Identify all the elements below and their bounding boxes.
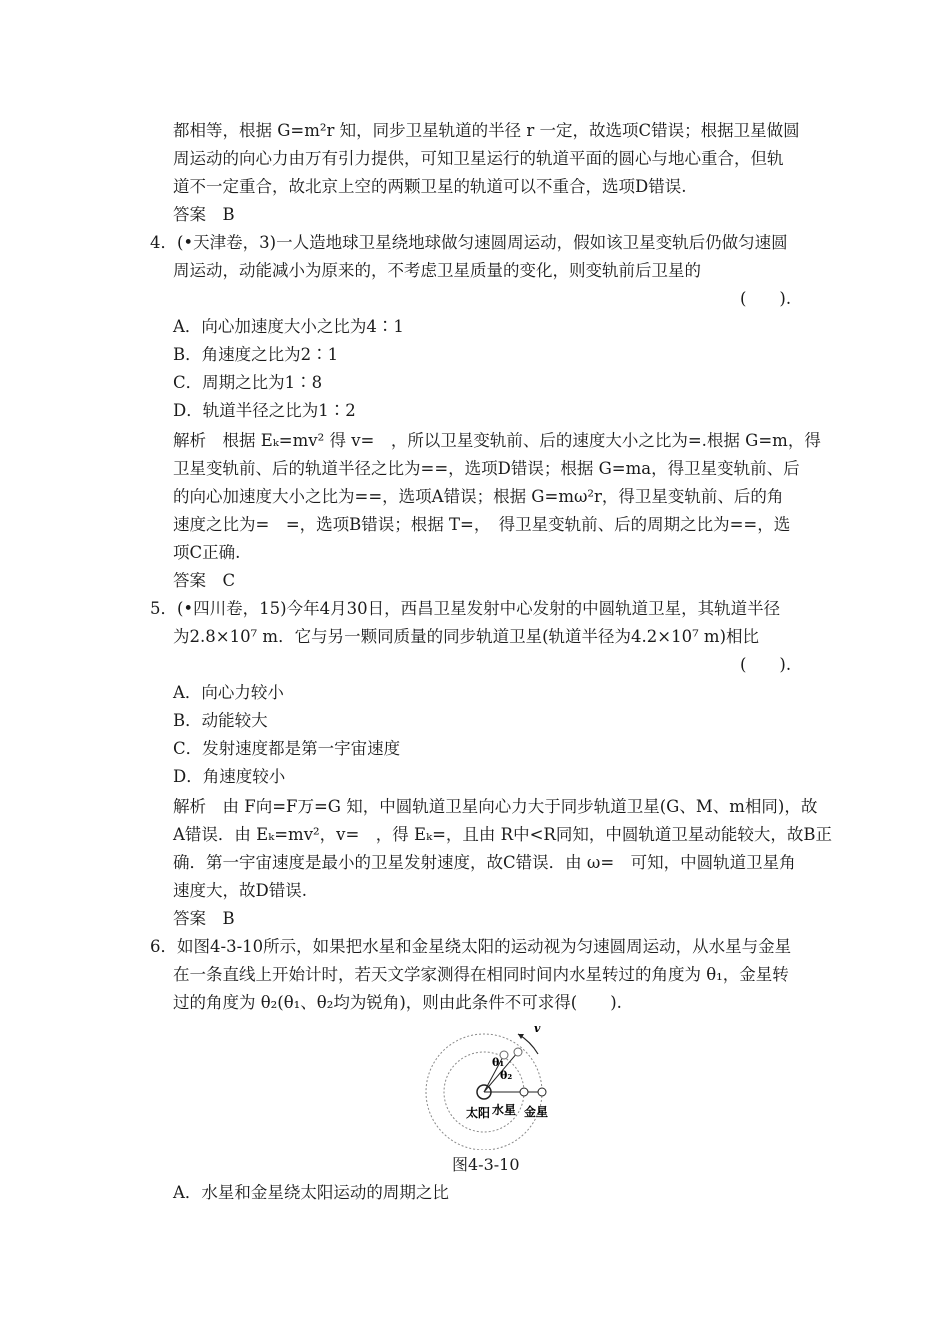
option-c: C．周期之比为1∶8 xyxy=(173,373,323,392)
text-line: 在一条直线上开始计时，若天文学家测得在相同时间内水星转过的角度为 θ₁，金星转 xyxy=(173,965,789,984)
option-b: B．动能较大 xyxy=(173,711,268,730)
option-a: A．向心力较小 xyxy=(173,683,284,702)
venus-label: 金星 xyxy=(524,1105,549,1119)
option-a: A．水星和金星绕太阳运动的周期之比 xyxy=(173,1183,449,1202)
orbit-figure xyxy=(420,1010,560,1150)
mercury-label: 水星 xyxy=(492,1103,517,1117)
theta1-label: θ₁ xyxy=(492,1056,505,1069)
answer-line: 答案 C xyxy=(173,571,236,590)
answer-blank: ( ). xyxy=(740,655,792,674)
answer-line: 答案 B xyxy=(173,909,235,928)
velocity-label: v xyxy=(534,1022,541,1035)
sun-label: 太阳 xyxy=(466,1106,491,1120)
option-b: B．角速度之比为2∶1 xyxy=(173,345,339,364)
option-a: A．向心加速度大小之比为4∶1 xyxy=(173,317,404,336)
text-line: 项C正确. xyxy=(173,543,241,562)
theta2-label: θ₂ xyxy=(500,1069,513,1082)
text-line: 确．第一宇宙速度是最小的卫星发射速度，故C错误．由 ω= 可知，中圆轨道卫星角 xyxy=(173,853,796,872)
option-d: D．角速度较小 xyxy=(173,767,286,786)
text-line: A错误．由 Eₖ=mv²，v= ，得 Eₖ=，且由 R中<R同知，中圆轨道卫星动能较大，故B正 xyxy=(173,825,832,844)
text-line: 速度大，故D错误. xyxy=(173,881,307,900)
question-6: 6．如图4-3-10所示，如果把水星和金星绕太阳的运动视为匀速圆周运动，从水星与金星 xyxy=(150,937,792,956)
analysis-line: 解析 由 F向=F万=G 知，中圆轨道卫星向心力大于同步轨道卫星(G、M、m相同)，故 xyxy=(173,797,818,816)
option-d: D．轨道半径之比为1∶2 xyxy=(173,401,356,420)
venus-moved-icon xyxy=(514,1048,522,1056)
text-line: 为2.8×10⁷ m．它与另一颗同质量的同步轨道卫星(轨道半径为4.2×10⁷ m)相比 xyxy=(173,627,760,646)
text-line: 道不一定重合，故北京上空的两颗卫星的轨道可以不重合，选项D错误. xyxy=(173,177,687,196)
option-c: C．发射速度都是第一宇宙速度 xyxy=(173,739,401,758)
text-line: 周运动，动能减小为原来的，不考虑卫星质量的变化，则变轨前后卫星的 xyxy=(173,261,701,280)
text-line: 速度之比为= =，选项B错误；根据 T=， 得卫星变轨前、后的周期之比为==，选 xyxy=(173,515,791,534)
text-line: 周运动的向心力由万有引力提供，可知卫星运行的轨道平面的圆心与地心重合，但轨 xyxy=(173,149,784,168)
text-line: 的向心加速度大小之比为==，选项A错误；根据 G=mω²r，得卫星变轨前、后的角 xyxy=(173,487,784,506)
venus-icon xyxy=(538,1088,546,1096)
text-line: 都相等，根据 G=m²r 知，同步卫星轨道的半径 r 一定，故选项C错误；根据卫星做圆 xyxy=(173,121,800,140)
text-line: 过的角度为 θ₂(θ₁、θ₂均为锐角)，则由此条件不可求得( ). xyxy=(173,993,622,1012)
answer-line: 答案 B xyxy=(173,205,235,224)
question-4: 4．(•天津卷，3)一人造地球卫星绕地球做匀速圆周运动，假如该卫星变轨后仍做匀速圆 xyxy=(150,233,788,252)
mercury-icon xyxy=(520,1088,528,1096)
question-5: 5．(•四川卷，15)今年4月30日，西昌卫星发射中心发射的中圆轨道卫星，其轨道半径 xyxy=(150,599,781,618)
text-line: 卫星变轨前、后的轨道半径之比为==，选项D错误；根据 G=ma，得卫星变轨前、后 xyxy=(173,459,800,478)
figure-caption: 图4-3-10 xyxy=(452,1155,520,1174)
answer-blank: ( ). xyxy=(740,289,792,308)
analysis-line: 解析 根据 Eₖ=mv² 得 v= ，所以卫星变轨前、后的速度大小之比为=.根据 G=m，得 xyxy=(173,431,821,450)
